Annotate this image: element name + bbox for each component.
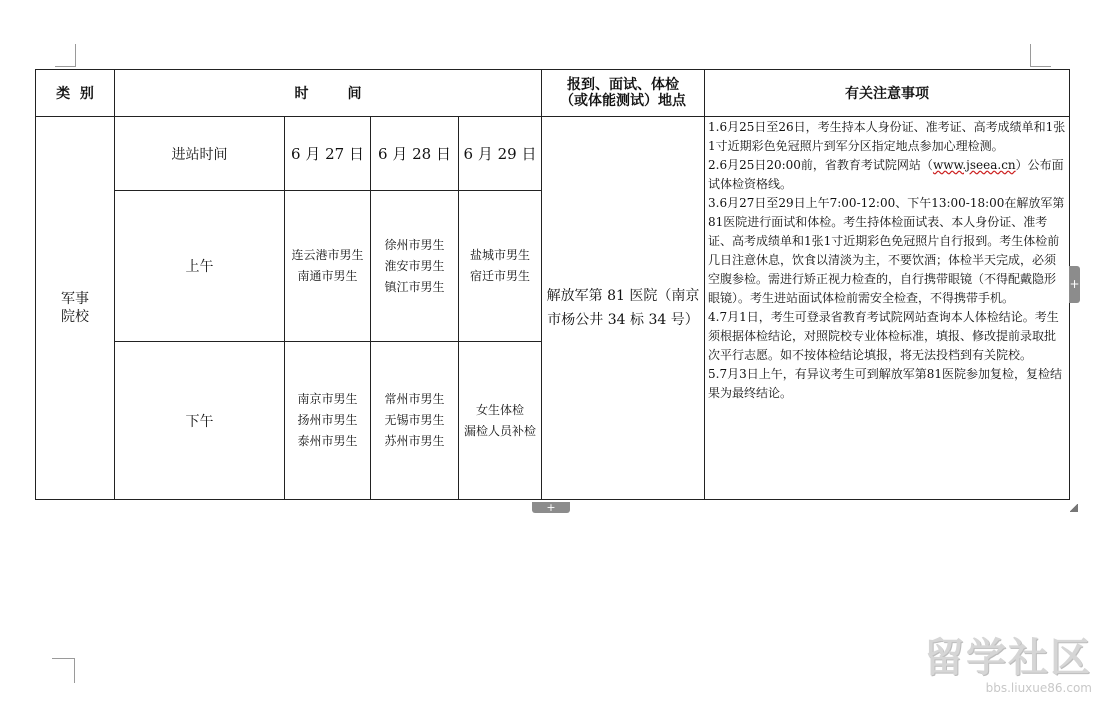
note-item: 5.7月3日上午，有异议考生可到解放军第81医院参加复检，复检结果为最终结论。 xyxy=(708,367,1062,400)
crop-mark-top-left xyxy=(55,44,76,67)
city-group: 常州市男生 xyxy=(384,392,445,406)
site-watermark xyxy=(922,636,1092,702)
city-group: 无锡市男生 xyxy=(384,413,445,427)
city-group: 扬州市男生 xyxy=(297,413,358,427)
crop-mark-top-right xyxy=(1030,44,1051,67)
city-group: 泰州市男生 xyxy=(297,434,358,448)
arrival-time-label: 进站时间 xyxy=(115,117,285,191)
header-location xyxy=(542,70,705,117)
notes-cell xyxy=(705,117,1070,500)
header-category: 类 别 xyxy=(36,70,115,117)
watermark-url: bbs.liuxue86.com xyxy=(985,681,1092,695)
morning-slot xyxy=(371,191,459,342)
city-group: 徐州市男生 xyxy=(384,237,445,252)
category-line: 院校 xyxy=(61,309,89,325)
morning-slot xyxy=(285,191,371,342)
note-item: 1.6月25日至26日，考生持本人身份证、准考证、高考成绩单和1张1寸近期彩色免冠照片到军分区指定地点参加心理检测。 xyxy=(708,120,1066,153)
date-cell: 6 月 29 日 xyxy=(459,117,542,191)
city-group: 南通市男生 xyxy=(297,269,358,283)
city-group: 连云港市男生 xyxy=(291,248,364,262)
table-resize-handle[interactable] xyxy=(1070,504,1078,512)
exam-schedule-table xyxy=(35,69,1070,500)
crop-mark-bottom-left xyxy=(52,658,75,683)
note-text: ）公布面试体检资格线。 xyxy=(708,158,1064,191)
add-row-handle[interactable]: + xyxy=(532,502,570,513)
afternoon-label: 下午 xyxy=(115,342,285,500)
city-group: 盐城市男生 xyxy=(469,248,530,262)
morning-slot xyxy=(459,191,542,342)
afternoon-slot xyxy=(371,342,459,500)
city-group: 南京市男生 xyxy=(297,392,358,406)
note-item: 4.7月1日，考生可登录省教育考试院网站查询本人体检结论。考生须根据体检结论，对照院校专业体检标准，填报、修改提前录取批次平行志愿。如不按体检结论填报，将无法投档到有关院校。 xyxy=(708,310,1059,362)
afternoon-slot xyxy=(459,342,542,500)
header-notes: 有关注意事项 xyxy=(705,70,1070,117)
header-location-line: 报到、面试、体检 xyxy=(567,77,679,93)
date-cell: 6 月 27 日 xyxy=(285,117,371,191)
city-group: 镇江市男生 xyxy=(384,279,445,294)
note-item xyxy=(708,156,1066,194)
arrival-row xyxy=(36,117,1070,191)
header-location-line: （或体能测试）地点 xyxy=(560,93,686,109)
note-text: 2.6月25日20:00前，省教育考试院网站（ xyxy=(708,158,933,172)
date-cell: 6 月 28 日 xyxy=(371,117,459,191)
city-group: 宿迁市男生 xyxy=(469,269,530,283)
website-link[interactable]: www.jseea.cn xyxy=(932,158,1016,172)
category-line: 军事 xyxy=(61,291,89,307)
city-group: 漏检人员补检 xyxy=(463,423,536,438)
morning-label: 上午 xyxy=(115,191,285,342)
watermark-logo-text: 留学社区 xyxy=(924,635,1092,681)
note-item: 3.6月27日至29日上午7:00-12:00、下午13:00-18:00在解放军第81医院进行面试和体检。考生持体检面试表、本人身份证、准考证、高考成绩单和1张1寸近期彩色免冠照片自行报到。考生体检前几日注意休息，饮食以清淡为主，不要饮酒；体检半天完成，必须空腹参检。需进行矫正视力检查的，自行携带眼镜（不得配戴隐形眼镜）。考生进站面试体检前需安全检查，不得携带手机。 xyxy=(708,196,1065,305)
category-cell xyxy=(36,117,115,500)
afternoon-slot xyxy=(285,342,371,500)
add-column-handle[interactable]: + xyxy=(1069,266,1080,303)
city-group: 苏州市男生 xyxy=(384,434,445,448)
city-group: 淮安市男生 xyxy=(384,258,445,273)
city-group: 女生体检 xyxy=(475,402,524,417)
table-header-row xyxy=(36,70,1070,117)
header-time: 时 间 xyxy=(115,70,542,117)
location-cell: 解放军第 81 医院（南京市杨公井 34 标 34 号） xyxy=(542,117,705,500)
